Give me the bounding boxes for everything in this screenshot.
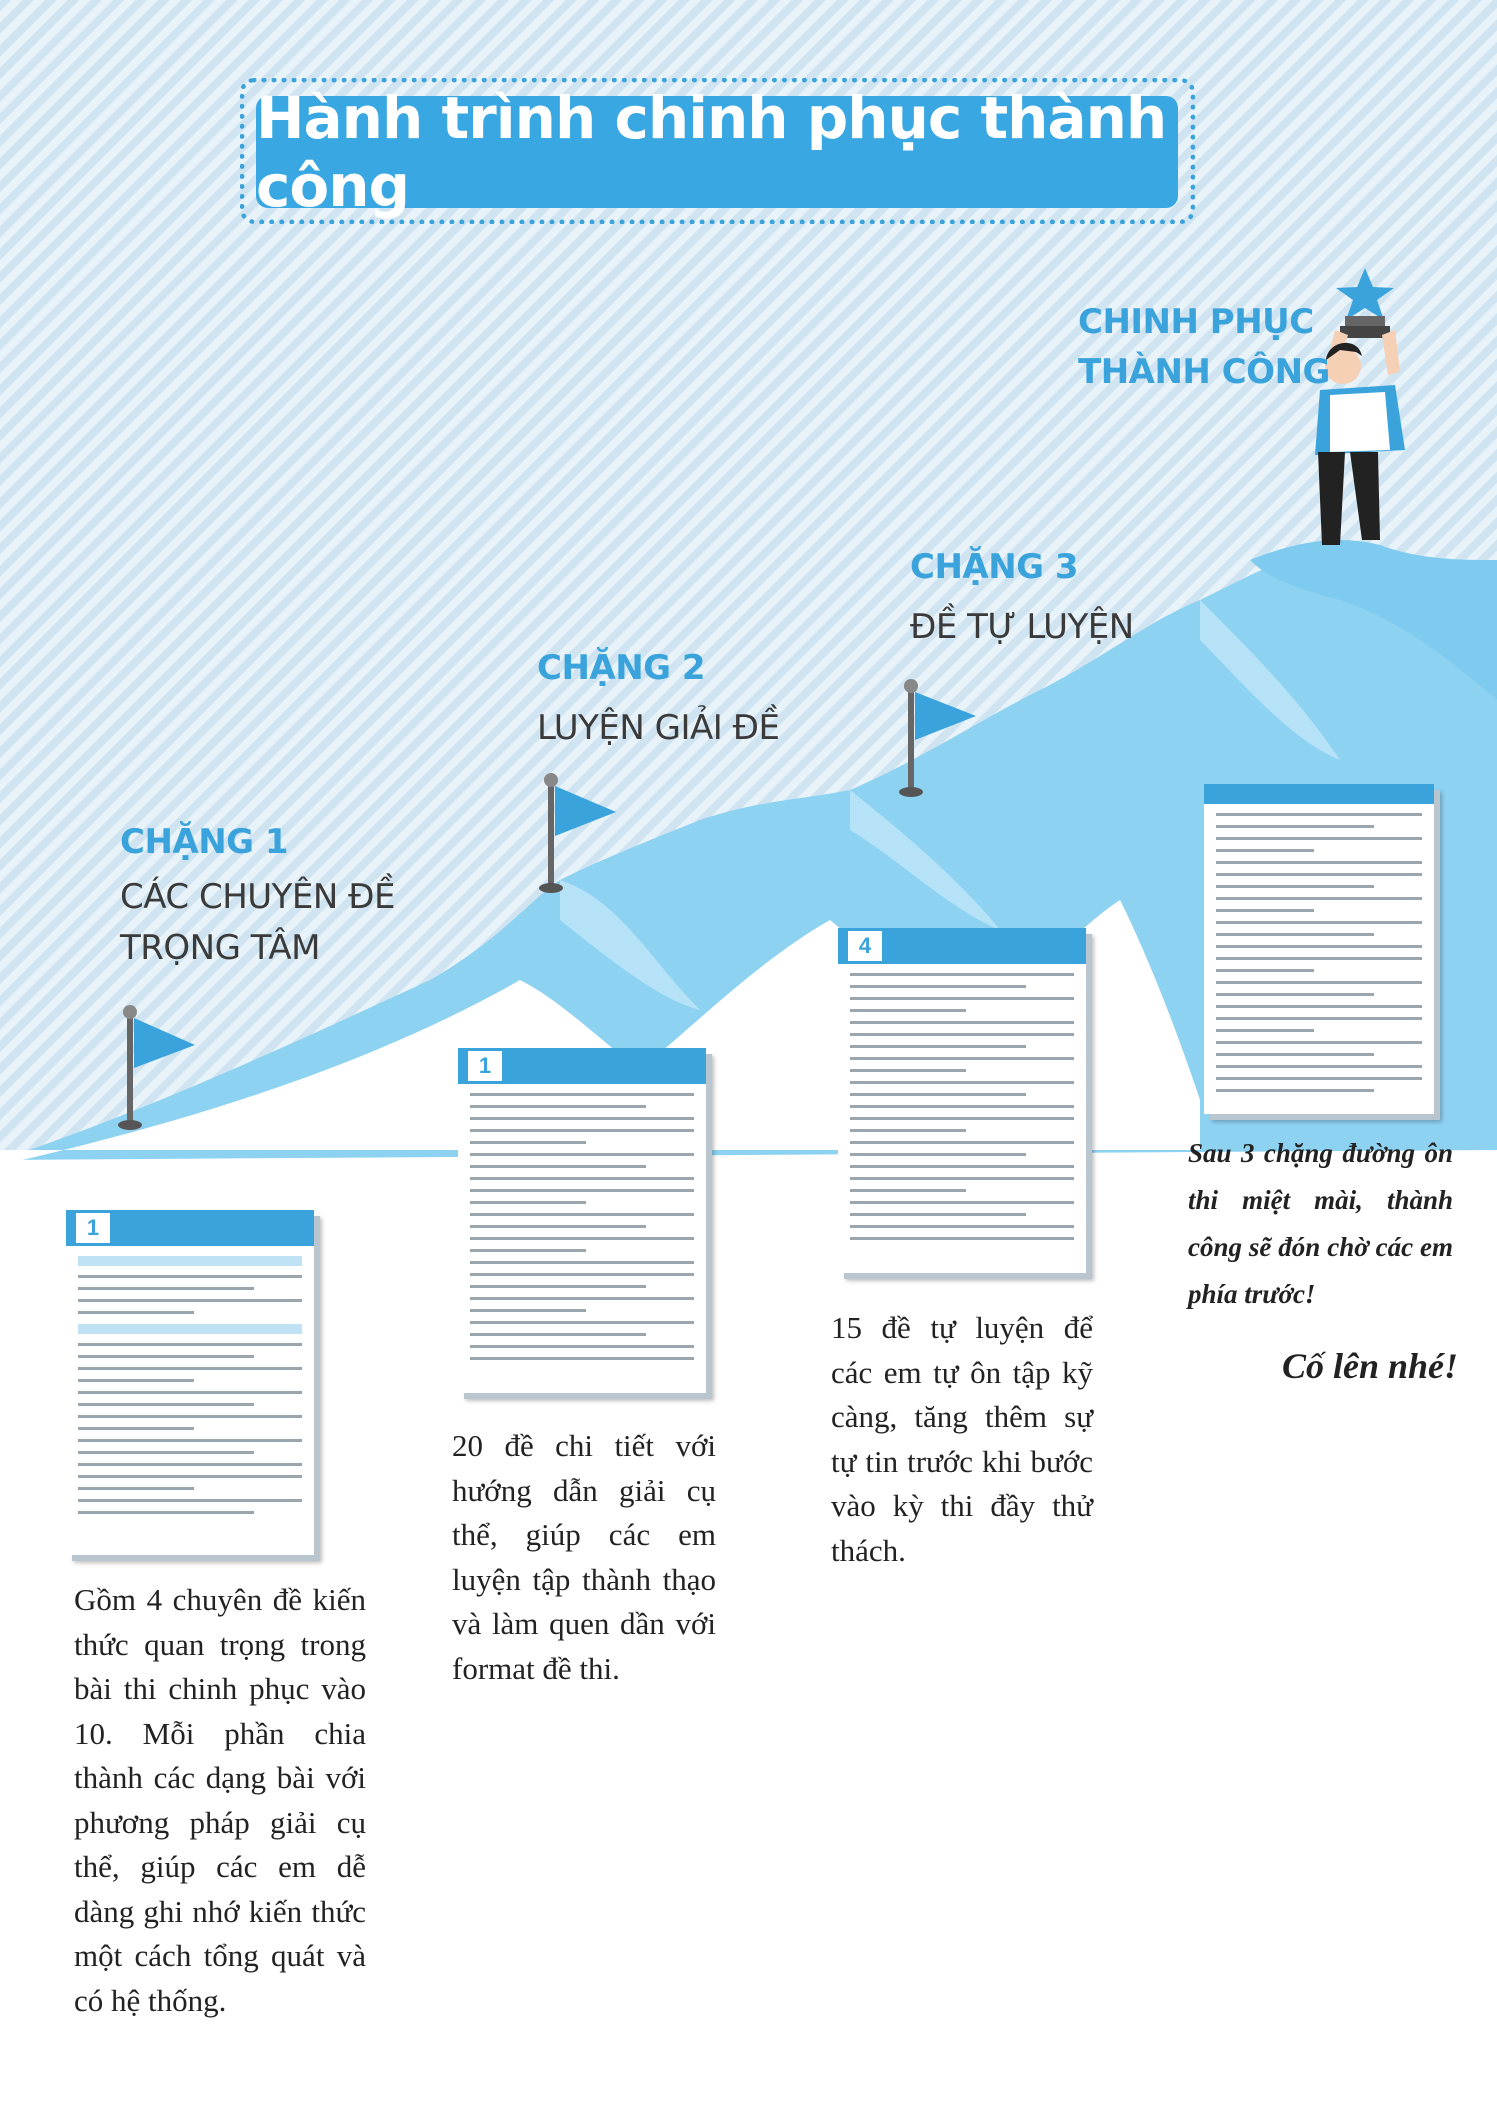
page-title: Hành trình chinh phục thành công (256, 84, 1167, 220)
stage-1-label: CHẶNG 1 (120, 822, 289, 862)
book-thumbnail-final (1204, 784, 1434, 1114)
person-with-trophy-icon (1315, 268, 1405, 545)
stage-1-description: Gồm 4 chuyên đề kiến thức quan trọng trong bài thi chinh phục vào 10. Mỗi phần chia thành các dạng bài với phương pháp giải cụ thể, giúp các em dễ dàng ghi nhớ kiến thức một cách tổng quát và có hệ thống. (74, 1582, 366, 2018)
stage-2-description: 20 đề chi tiết với hướng dẫn giải cụ thể, giúp các em luyện tập thành thạo và làm quen dần với format đề thi. (452, 1428, 716, 1686)
book-thumbnail-stage-3 (838, 928, 1086, 1273)
stage-2-name: LUYỆN GIẢI ĐỀ (537, 708, 780, 748)
book-number: 1 (76, 1213, 110, 1243)
summit-label-line1: CHINH PHỤC (1078, 302, 1314, 342)
stage-1-name-line1: CÁC CHUYÊN ĐỀ (120, 877, 395, 917)
summit-label-line2: THÀNH CÔNG (1078, 352, 1330, 392)
stage-3-description: 15 đề tự luyện để các em tự ôn tập kỹ càng, tăng thêm sự tự tin trước khi bước vào kỳ thi đầy thử thách. (831, 1310, 1093, 1568)
stage-3-name: ĐỀ TỰ LUYỆN (910, 607, 1134, 647)
book-number: 4 (848, 931, 882, 961)
book-number: 1 (468, 1051, 502, 1081)
book-thumbnail-stage-2 (458, 1048, 706, 1393)
book-thumbnail-stage-1 (66, 1210, 314, 1555)
cheer-message: Cố lên nhé! (1282, 1346, 1459, 1386)
stage-3-label: CHẶNG 3 (910, 547, 1079, 587)
stage-2-label: CHẶNG 2 (537, 648, 706, 688)
final-message: Sau 3 chặng đường ôn thi miệt mài, thành công sẽ đón chờ các em phía trước! (1188, 1138, 1453, 1309)
stage-1-name-line2: TRỌNG TÂM (120, 928, 320, 968)
title-banner (256, 84, 1178, 220)
